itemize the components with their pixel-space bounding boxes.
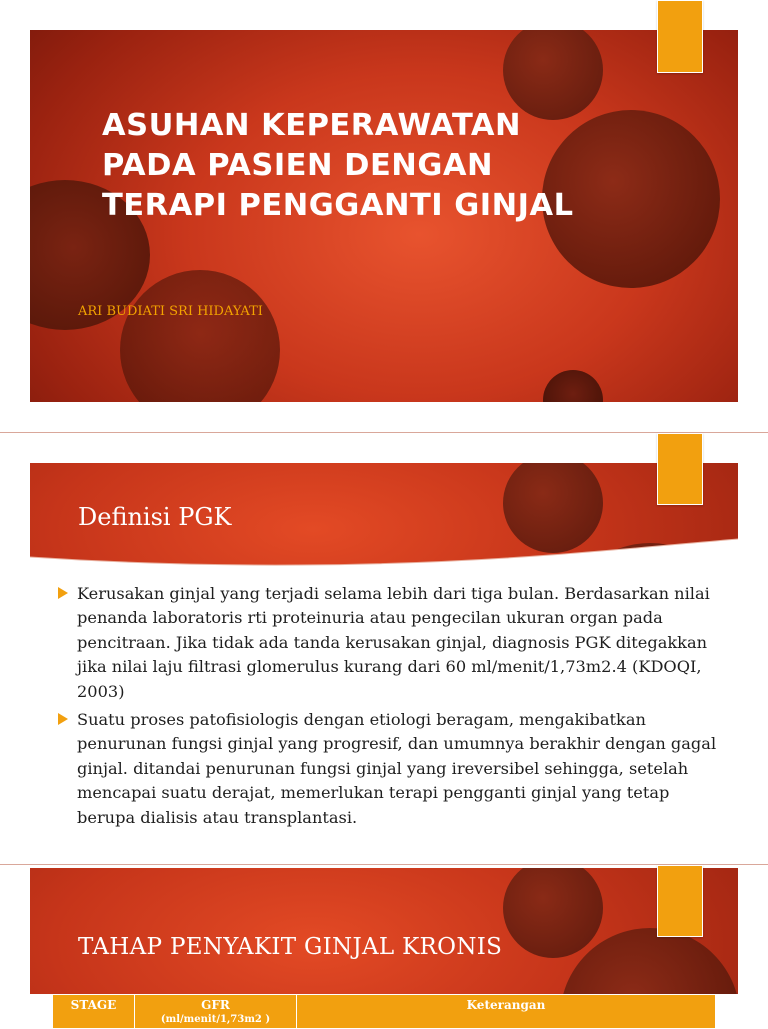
bullet-item: Kerusakan ginjal yang terjadi selama lebih dari tiga bulan. Berdasarkan nilai penanda laboratoris rti proteinuria atau pengecilan ukuran organ pada pencitraan. Jika tidak ada tanda kerusakan ginjal, diagnosis PGK ditegakkan jika nilai laju filtrasi glomerulus kurang dari 60 ml/menit/1,73m2.4 (KDOQI, 2003) xyxy=(58,582,718,704)
gfr-unit: (ml/menit/1,73m2 ) xyxy=(160,1014,271,1025)
decorative-circle xyxy=(543,370,603,402)
slide-tab-1 xyxy=(657,0,703,73)
slide-divider xyxy=(0,432,768,433)
slide-tab-2 xyxy=(657,433,703,505)
bullet-item: Suatu proses patofisiologis dengan etiologi beragam, mengakibatkan penurunan fungsi ginjal yang progresif, dan umumnya berakhir dengan gagal ginjal. ditandai penurunan fungsi ginjal yang ireversibel sehingga, setelah mencapai suatu derajat, memerlukan terapi pengganti ginjal yang tetap berupa dialisis atau transplantasi. xyxy=(58,708,718,830)
definition-list xyxy=(58,582,718,834)
table-header-row xyxy=(53,995,716,1029)
banner-wave xyxy=(30,535,738,573)
decorative-circle xyxy=(503,868,603,958)
decorative-circle xyxy=(120,270,280,402)
stages-slide-banner xyxy=(30,868,738,994)
gfr-label: GFR xyxy=(201,998,230,1012)
author-name: ARI BUDIATI SRI HIDAYATI xyxy=(78,304,263,319)
slide-title: Definisi PGK xyxy=(78,503,232,531)
column-header-keterangan: Keterangan xyxy=(297,995,716,1029)
slide-divider xyxy=(0,864,768,865)
presentation-title: ASUHAN KEPERAWATAN PADA PASIEN DENGAN TERAPI PENGGANTI GINJAL xyxy=(102,108,574,223)
column-header-gfr xyxy=(135,995,297,1029)
slide-title: TAHAP PENYAKIT GINJAL KRONIS xyxy=(78,934,503,960)
column-header-stage: STAGE xyxy=(53,995,135,1029)
slide-tab-3 xyxy=(657,865,703,937)
definition-slide-banner xyxy=(30,463,738,573)
